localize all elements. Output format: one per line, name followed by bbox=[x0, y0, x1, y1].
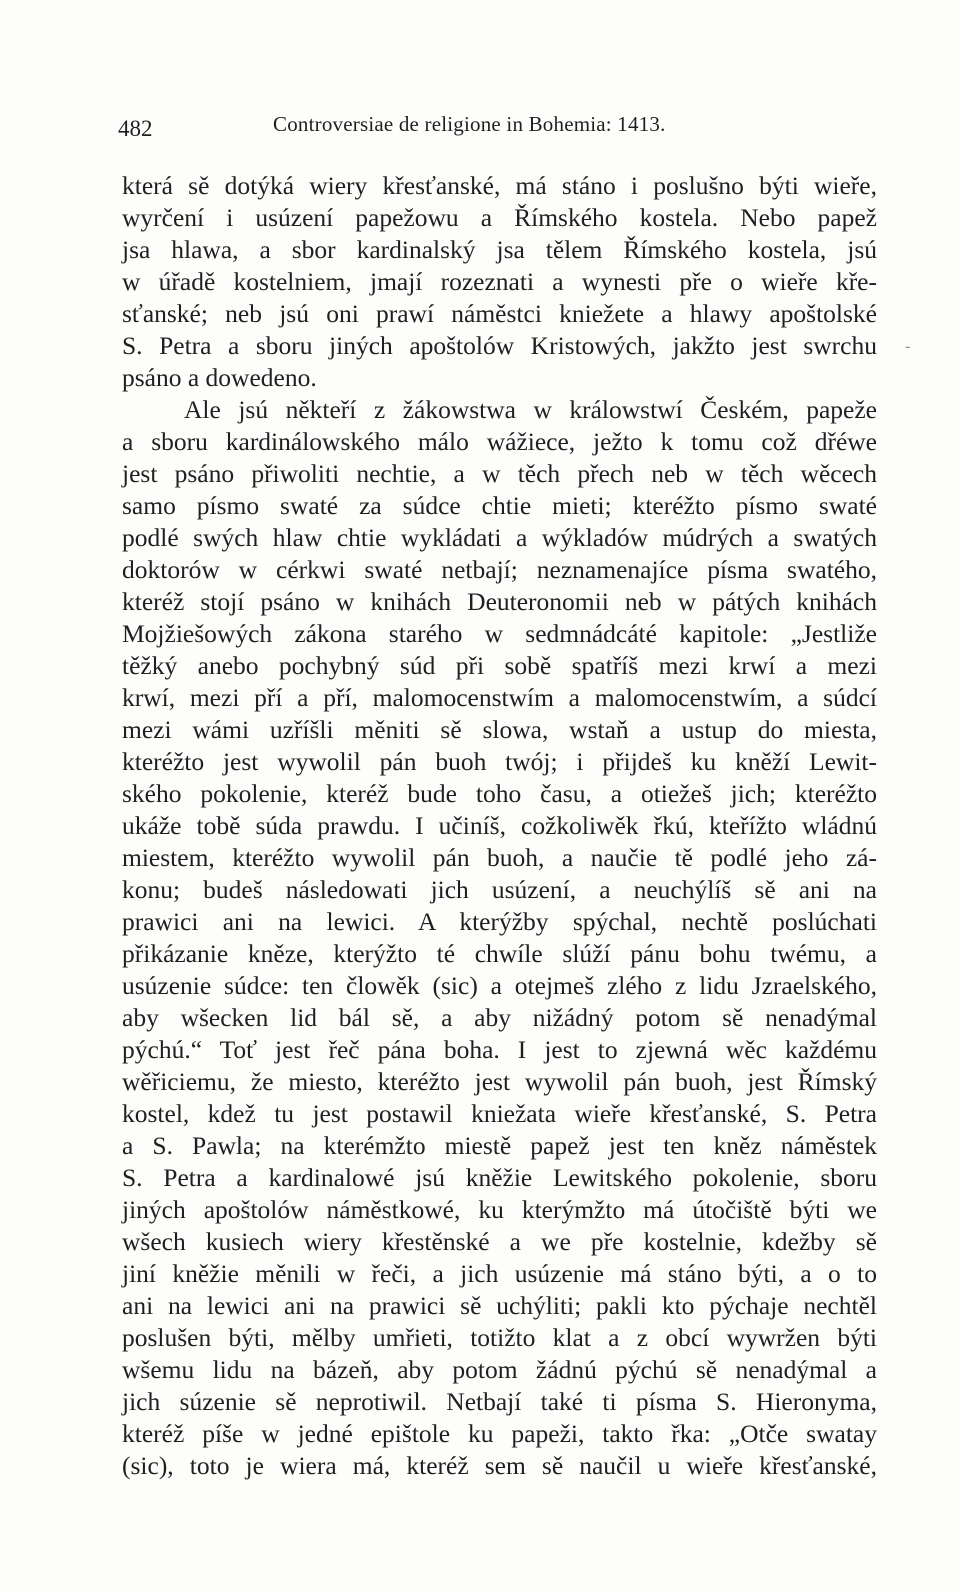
text-line: jich súzenie sě neprotiwil. Netbají také ti písma S. Hieronyma, bbox=[122, 1387, 877, 1416]
text-line: aby wšecken lid bál sě, a aby nižádný potom sě nenadýmal bbox=[122, 1003, 877, 1032]
text-line: (sic), toto je wiera má, kteréž sem sě naučil u wieře křesťanské, bbox=[122, 1451, 877, 1480]
text-line: těžký anebo pochybný súd při sobě spatříš mezi krwí a mezi bbox=[122, 651, 877, 680]
text-line: Mojžiešowých zákona starého w sedmnádcáté kapitole: „Jestliže bbox=[122, 619, 877, 648]
text-line: w úřadě kostelniem, jmají rozeznati a wynesti pře o wieře kře- bbox=[122, 267, 877, 296]
text-line: kostel, kdež tu jest postawil kniežata wieře křesťanské, S. Petra bbox=[122, 1099, 877, 1128]
text-line: mezi wámi uzříšli měniti sě slowa, wstaň a ustup do miesta, bbox=[122, 715, 877, 744]
text-line: S. Petra a kardinalowé jsú kněžie Lewitského pokolenie, sboru bbox=[122, 1163, 877, 1192]
text-line: miestem, kteréžto wywolil pán buoh, a naučie tě podlé jeho zá- bbox=[122, 843, 877, 872]
paragraph-start-line: Ale jsú někteří z žákowstwa w králowstwí Českém, papeže bbox=[184, 395, 877, 424]
text-line: jiných apoštolów náměstkowé, ku kterýmžto má útočiště býti we bbox=[122, 1195, 877, 1224]
text-line: ani na lewici ani na prawici sě uchýliti; pakli kto pýchaje nechtěl bbox=[122, 1291, 877, 1320]
text-line: kteréžto jest wywolil pán buoh twój; i přijdeš ku kněží Lewit- bbox=[122, 747, 877, 776]
text-line: psáno a dowedeno. bbox=[122, 363, 317, 392]
text-line: ského pokolenie, kteréž bude toho času, a otiežeš jich; kteréžto bbox=[122, 779, 877, 808]
text-line: wšemu lidu na bázeň, aby potom žádnú pýchú sě nenadýmal a bbox=[122, 1355, 877, 1384]
margin-mark: - bbox=[905, 338, 911, 355]
text-line: wyrčení i usúzení papežowu a Římského kostela. Nebo papež bbox=[122, 203, 877, 232]
text-line: jest psáno přiwoliti nechtie, a w těch přech neb w těch wěcech bbox=[122, 459, 877, 488]
text-line: jiní kněžie měnili w řeči, a jich usúzenie má stáno býti, a o to bbox=[122, 1259, 877, 1288]
text-line: prawici ani na lewici. A kterýžby spýchal, nechtě poslúchati bbox=[122, 907, 877, 936]
text-line: poslušen býti, mělby umřieti, totižto klat a z obcí wywržen býti bbox=[122, 1323, 877, 1352]
text-line: wěřiciemu, že miesto, kteréžto jest wywolil pán buoh, jest Římský bbox=[122, 1067, 877, 1096]
text-line: kteréž stojí psáno w knihách Deuteronomii neb w pátých knihách bbox=[122, 587, 877, 616]
text-line: konu; budeš následowati jich usúzení, a neuchýlíš sě ani na bbox=[122, 875, 877, 904]
text-line: a S. Pawla; na kterémžto miestě papež jest ten kněz náměstek bbox=[122, 1131, 877, 1160]
text-line: S. Petra a sboru jiných apoštolów Kristowých, jakžto jest swrchu bbox=[122, 331, 877, 360]
running-header bbox=[118, 112, 838, 142]
text-line: která sě dotýká wiery křesťanské, má stáno i poslušno býti wieře, bbox=[122, 171, 877, 200]
text-line: samo písmo swaté za súdce chtie mieti; kteréžto písmo swaté bbox=[122, 491, 877, 520]
text-line: přikázanie kněze, kterýžto té chwíle slúží pánu bohu twému, a bbox=[122, 939, 877, 968]
text-line: a sboru kardinálowského málo wážiece, ježto k tomu což dřéwe bbox=[122, 427, 877, 456]
text-line: sťanské; neb jsú oni prawí náměstci kniežete a hlawy apoštolské bbox=[122, 299, 877, 328]
text-line: podlé swých hlaw chtie wykládati a wýkladów múdrých a swatých bbox=[122, 523, 877, 552]
text-line: krwí, mezi pří a pří, malomocenstwím a malomocenstwím, a súdcí bbox=[122, 683, 877, 712]
running-title: Controversiae de religione in Bohemia: 1413. bbox=[273, 112, 666, 136]
text-line: usúzenie súdce: ten člowěk (sic) a otejmeš zlého z lidu Jzraelského, bbox=[122, 971, 877, 1000]
text-line: wšech kusiech wiery křestěnské a we pře kostelnie, kdežby sě bbox=[122, 1227, 877, 1256]
text-line: jsa hlawa, a sbor kardinalský jsa tělem Římského kostela, jsú bbox=[122, 235, 877, 264]
text-line: doktorów w cérkwi swaté netbají; neznamenajíce písma swatého, bbox=[122, 555, 877, 584]
body-text bbox=[122, 170, 877, 1482]
page-number: 482 bbox=[118, 116, 153, 141]
text-line: pýchú.“ Toť jest řeč pána boha. I jest to zjewná wěc každému bbox=[122, 1035, 877, 1064]
text-line: kteréž píše w jedné epištole ku papeži, takto řka: „Otče swatay bbox=[122, 1419, 877, 1448]
text-line: ukáže tobě súda prawdu. I učiníš, cožkoliwěk řkú, kteřížto wládnú bbox=[122, 811, 877, 840]
